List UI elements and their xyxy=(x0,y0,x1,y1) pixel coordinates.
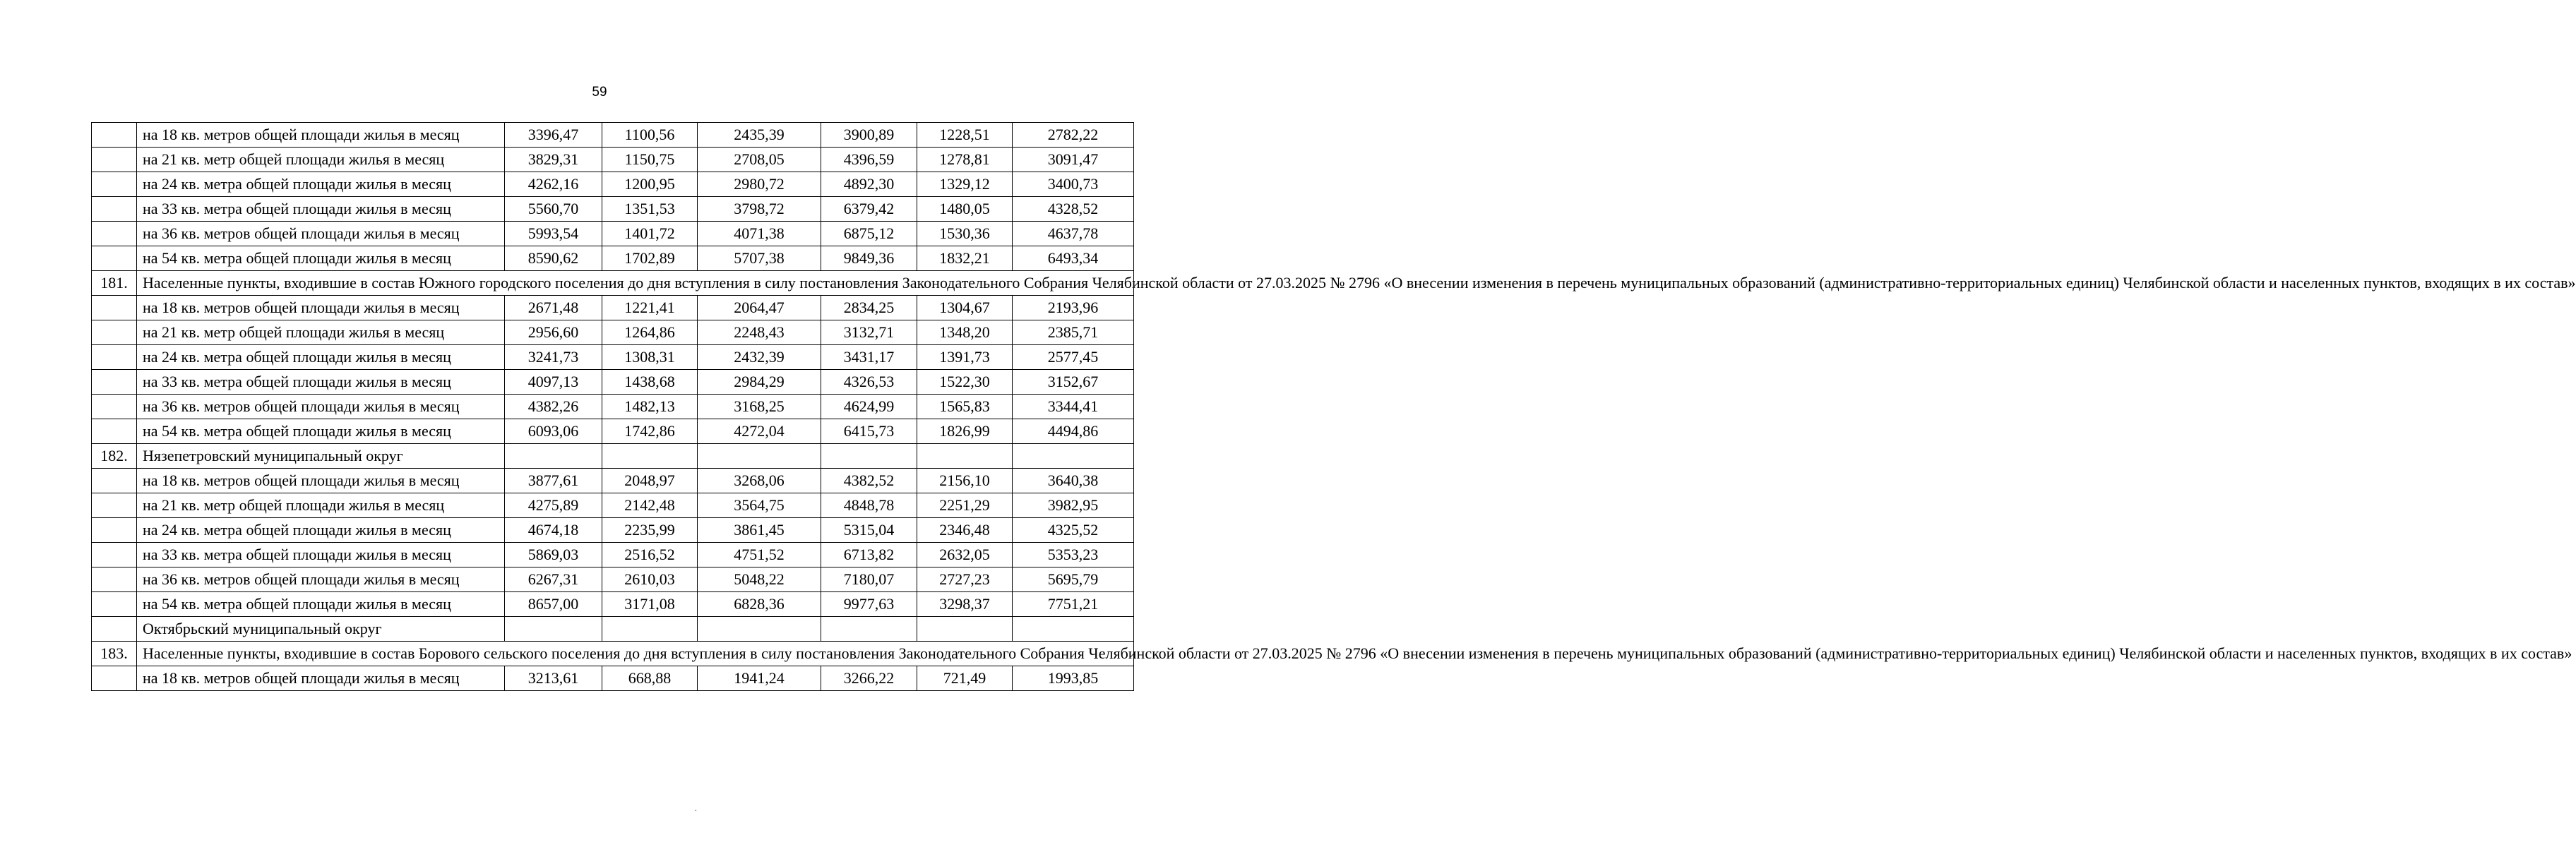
value-cell: 2251,29 xyxy=(917,493,1013,518)
value-cell: 4624,99 xyxy=(821,395,917,419)
value-cell: 4751,52 xyxy=(698,543,821,567)
value-cell: 3091,47 xyxy=(1013,148,1134,172)
value-cell: 8590,62 xyxy=(505,246,602,271)
value-cell: 4325,52 xyxy=(1013,518,1134,543)
value-cell: 4637,78 xyxy=(1013,222,1134,246)
value-cell: 2980,72 xyxy=(698,172,821,197)
row-label-cell: на 36 кв. метров общей площади жилья в месяц xyxy=(137,567,505,592)
row-label-cell: на 18 кв. метров общей площади жилья в месяц xyxy=(137,296,505,320)
value-cell: 4494,86 xyxy=(1013,419,1134,444)
value-cell: 4262,16 xyxy=(505,172,602,197)
value-cell: 1150,75 xyxy=(602,148,698,172)
row-label-cell: на 21 кв. метр общей площади жилья в месяц xyxy=(137,493,505,518)
value-cell: 1391,73 xyxy=(917,345,1013,370)
row-number-cell xyxy=(92,197,137,222)
value-cell: 5315,04 xyxy=(821,518,917,543)
value-cell: 3564,75 xyxy=(698,493,821,518)
row-number-cell xyxy=(92,493,137,518)
row-number-cell xyxy=(92,345,137,370)
value-cell: 2708,05 xyxy=(698,148,821,172)
value-cell: 2048,97 xyxy=(602,469,698,493)
value-cell: 3877,61 xyxy=(505,469,602,493)
table-row xyxy=(92,246,1134,271)
value-cell: 1993,85 xyxy=(1013,666,1134,691)
value-cell: 4382,52 xyxy=(821,469,917,493)
value-cell: 5353,23 xyxy=(1013,543,1134,567)
section-description-cell: Населенные пункты, входившие в состав Южного городского поселения до дня вступления в силу постановления Законодательного Собрания Челябинской области от 27.03.2025 № 2796 «О внесении изменения в перечень муниципальных образований (административно-территориальных единиц) Челябинской области и населенных пунктов, входящих в их состав» xyxy=(137,271,1134,296)
value-cell: 3400,73 xyxy=(1013,172,1134,197)
value-cell: 2671,48 xyxy=(505,296,602,320)
value-cell: 2064,47 xyxy=(698,296,821,320)
row-label-cell: на 36 кв. метров общей площади жилья в месяц xyxy=(137,222,505,246)
value-cell: 3168,25 xyxy=(698,395,821,419)
empty-value-cell xyxy=(821,617,917,642)
table-row xyxy=(92,666,1134,691)
row-label-cell: на 54 кв. метра общей площади жилья в месяц xyxy=(137,592,505,617)
row-label-cell: на 54 кв. метра общей площади жилья в месяц xyxy=(137,419,505,444)
value-cell: 4071,38 xyxy=(698,222,821,246)
value-cell: 1351,53 xyxy=(602,197,698,222)
value-cell: 2610,03 xyxy=(602,567,698,592)
value-cell: 6379,42 xyxy=(821,197,917,222)
value-cell: 3861,45 xyxy=(698,518,821,543)
value-cell: 3829,31 xyxy=(505,148,602,172)
row-label-cell: на 33 кв. метра общей площади жилья в месяц xyxy=(137,543,505,567)
value-cell: 668,88 xyxy=(602,666,698,691)
table-row xyxy=(92,172,1134,197)
empty-value-cell xyxy=(505,444,602,469)
value-cell: 6493,34 xyxy=(1013,246,1134,271)
row-label-cell: на 21 кв. метр общей площади жилья в месяц xyxy=(137,148,505,172)
table-row xyxy=(92,419,1134,444)
value-cell: 1264,86 xyxy=(602,320,698,345)
value-cell: 3798,72 xyxy=(698,197,821,222)
district-number-cell xyxy=(92,617,137,642)
district-number-cell: 182. xyxy=(92,444,137,469)
table-row xyxy=(92,222,1134,246)
value-cell: 3132,71 xyxy=(821,320,917,345)
value-cell: 5695,79 xyxy=(1013,567,1134,592)
value-cell: 1308,31 xyxy=(602,345,698,370)
value-cell: 4892,30 xyxy=(821,172,917,197)
row-number-cell xyxy=(92,148,137,172)
empty-value-cell xyxy=(821,444,917,469)
table-row xyxy=(92,345,1134,370)
table-row xyxy=(92,543,1134,567)
row-label-cell: на 54 кв. метра общей площади жилья в месяц xyxy=(137,246,505,271)
value-cell: 4328,52 xyxy=(1013,197,1134,222)
empty-value-cell xyxy=(917,617,1013,642)
value-cell: 3396,47 xyxy=(505,123,602,148)
row-number-cell xyxy=(92,320,137,345)
value-cell: 3298,37 xyxy=(917,592,1013,617)
row-number-cell xyxy=(92,518,137,543)
value-cell: 6415,73 xyxy=(821,419,917,444)
district-name-cell: Октябрьский муниципальный округ xyxy=(137,617,505,642)
row-number-cell xyxy=(92,370,137,395)
row-number-cell xyxy=(92,419,137,444)
row-label-cell: на 24 кв. метра общей площади жилья в месяц xyxy=(137,172,505,197)
value-cell: 5869,03 xyxy=(505,543,602,567)
value-cell: 721,49 xyxy=(917,666,1013,691)
value-cell: 1826,99 xyxy=(917,419,1013,444)
value-cell: 6875,12 xyxy=(821,222,917,246)
value-cell: 5560,70 xyxy=(505,197,602,222)
value-cell: 3171,08 xyxy=(602,592,698,617)
value-cell: 6093,06 xyxy=(505,419,602,444)
tariff-table xyxy=(91,122,2576,691)
value-cell: 3344,41 xyxy=(1013,395,1134,419)
table-row xyxy=(92,395,1134,419)
row-label-cell: на 33 кв. метра общей площади жилья в месяц xyxy=(137,370,505,395)
district-header-row xyxy=(92,444,1134,469)
row-number-cell xyxy=(92,296,137,320)
value-cell: 1401,72 xyxy=(602,222,698,246)
value-cell: 3152,67 xyxy=(1013,370,1134,395)
value-cell: 2577,45 xyxy=(1013,345,1134,370)
value-cell: 4097,13 xyxy=(505,370,602,395)
table-row xyxy=(92,518,1134,543)
value-cell: 3640,38 xyxy=(1013,469,1134,493)
value-cell: 1742,86 xyxy=(602,419,698,444)
value-cell: 2834,25 xyxy=(821,296,917,320)
value-cell: 2346,48 xyxy=(917,518,1013,543)
value-cell: 2142,48 xyxy=(602,493,698,518)
value-cell: 1348,20 xyxy=(917,320,1013,345)
section-description-cell: Населенные пункты, входившие в состав Борового сельского поселения до дня вступления в силу постановления Законодательного Собрания Челябинской области от 27.03.2025 № 2796 «О внесении изменения в перечень муниципальных образований (административно-территориальных единиц) Челябинской области и населенных пунктов, входящих в их состав» xyxy=(137,642,1134,666)
value-cell: 2435,39 xyxy=(698,123,821,148)
value-cell: 1565,83 xyxy=(917,395,1013,419)
value-cell: 2984,29 xyxy=(698,370,821,395)
value-cell: 1530,36 xyxy=(917,222,1013,246)
value-cell: 3268,06 xyxy=(698,469,821,493)
value-cell: 8657,00 xyxy=(505,592,602,617)
value-cell: 4396,59 xyxy=(821,148,917,172)
tariff-table-body xyxy=(92,123,2576,691)
table-row xyxy=(92,469,1134,493)
district-header-row xyxy=(92,617,1134,642)
section-number-cell: 183. xyxy=(92,642,137,666)
value-cell: 1480,05 xyxy=(917,197,1013,222)
value-cell: 1200,95 xyxy=(602,172,698,197)
value-cell: 7751,21 xyxy=(1013,592,1134,617)
row-number-cell xyxy=(92,469,137,493)
row-number-cell xyxy=(92,543,137,567)
value-cell: 2727,23 xyxy=(917,567,1013,592)
section-number-cell: 181. xyxy=(92,271,137,296)
value-cell: 5707,38 xyxy=(698,246,821,271)
value-cell: 1522,30 xyxy=(917,370,1013,395)
table-row xyxy=(92,370,1134,395)
value-cell: 3900,89 xyxy=(821,123,917,148)
row-label-cell: на 18 кв. метров общей площади жилья в месяц xyxy=(137,123,505,148)
row-label-cell: на 33 кв. метра общей площади жилья в месяц xyxy=(137,197,505,222)
row-label-cell: на 18 кв. метров общей площади жилья в месяц xyxy=(137,666,505,691)
empty-value-cell xyxy=(698,444,821,469)
value-cell: 4382,26 xyxy=(505,395,602,419)
value-cell: 2248,43 xyxy=(698,320,821,345)
empty-value-cell xyxy=(1013,617,1134,642)
value-cell: 2782,22 xyxy=(1013,123,1134,148)
empty-value-cell xyxy=(505,617,602,642)
value-cell: 1228,51 xyxy=(917,123,1013,148)
row-label-cell: на 18 кв. метров общей площади жилья в месяц xyxy=(137,469,505,493)
value-cell: 1100,56 xyxy=(602,123,698,148)
section-row xyxy=(92,642,1134,666)
row-label-cell: на 36 кв. метров общей площади жилья в месяц xyxy=(137,395,505,419)
value-cell: 1329,12 xyxy=(917,172,1013,197)
value-cell: 3266,22 xyxy=(821,666,917,691)
value-cell: 2956,60 xyxy=(505,320,602,345)
empty-value-cell xyxy=(602,444,698,469)
section-row xyxy=(92,271,1134,296)
value-cell: 9849,36 xyxy=(821,246,917,271)
empty-value-cell xyxy=(1013,444,1134,469)
row-label-cell: на 24 кв. метра общей площади жилья в месяц xyxy=(137,345,505,370)
value-cell: 1304,67 xyxy=(917,296,1013,320)
row-number-cell xyxy=(92,172,137,197)
value-cell: 2432,39 xyxy=(698,345,821,370)
value-cell: 9977,63 xyxy=(821,592,917,617)
scan-speck: · xyxy=(694,806,698,817)
value-cell: 2632,05 xyxy=(917,543,1013,567)
row-label-cell: на 24 кв. метра общей площади жилья в месяц xyxy=(137,518,505,543)
empty-value-cell xyxy=(917,444,1013,469)
row-number-cell xyxy=(92,395,137,419)
value-cell: 6267,31 xyxy=(505,567,602,592)
table-row xyxy=(92,493,1134,518)
empty-value-cell xyxy=(698,617,821,642)
value-cell: 1278,81 xyxy=(917,148,1013,172)
value-cell: 6713,82 xyxy=(821,543,917,567)
value-cell: 4674,18 xyxy=(505,518,602,543)
table-row xyxy=(92,296,1134,320)
page-number: 59 xyxy=(592,85,607,100)
value-cell: 2193,96 xyxy=(1013,296,1134,320)
value-cell: 3213,61 xyxy=(505,666,602,691)
value-cell: 2516,52 xyxy=(602,543,698,567)
value-cell: 5993,54 xyxy=(505,222,602,246)
value-cell: 2235,99 xyxy=(602,518,698,543)
row-number-cell xyxy=(92,592,137,617)
table-row xyxy=(92,148,1134,172)
value-cell: 4275,89 xyxy=(505,493,602,518)
row-number-cell xyxy=(92,246,137,271)
value-cell: 3431,17 xyxy=(821,345,917,370)
value-cell: 3982,95 xyxy=(1013,493,1134,518)
value-cell: 4326,53 xyxy=(821,370,917,395)
row-number-cell xyxy=(92,123,137,148)
value-cell: 1832,21 xyxy=(917,246,1013,271)
value-cell: 1438,68 xyxy=(602,370,698,395)
value-cell: 2156,10 xyxy=(917,469,1013,493)
empty-value-cell xyxy=(602,617,698,642)
value-cell: 1221,41 xyxy=(602,296,698,320)
value-cell: 2385,71 xyxy=(1013,320,1134,345)
value-cell: 5048,22 xyxy=(698,567,821,592)
value-cell: 1482,13 xyxy=(602,395,698,419)
table-row xyxy=(92,123,1134,148)
value-cell: 1941,24 xyxy=(698,666,821,691)
table-row xyxy=(92,320,1134,345)
value-cell: 3241,73 xyxy=(505,345,602,370)
value-cell: 1702,89 xyxy=(602,246,698,271)
value-cell: 6828,36 xyxy=(698,592,821,617)
table-row xyxy=(92,592,1134,617)
row-number-cell xyxy=(92,222,137,246)
value-cell: 7180,07 xyxy=(821,567,917,592)
row-number-cell xyxy=(92,666,137,691)
value-cell: 4272,04 xyxy=(698,419,821,444)
table-row xyxy=(92,197,1134,222)
row-label-cell: на 21 кв. метр общей площади жилья в месяц xyxy=(137,320,505,345)
table-row xyxy=(92,567,1134,592)
row-number-cell xyxy=(92,567,137,592)
value-cell: 4848,78 xyxy=(821,493,917,518)
district-name-cell: Нязепетровский муниципальный округ xyxy=(137,444,505,469)
